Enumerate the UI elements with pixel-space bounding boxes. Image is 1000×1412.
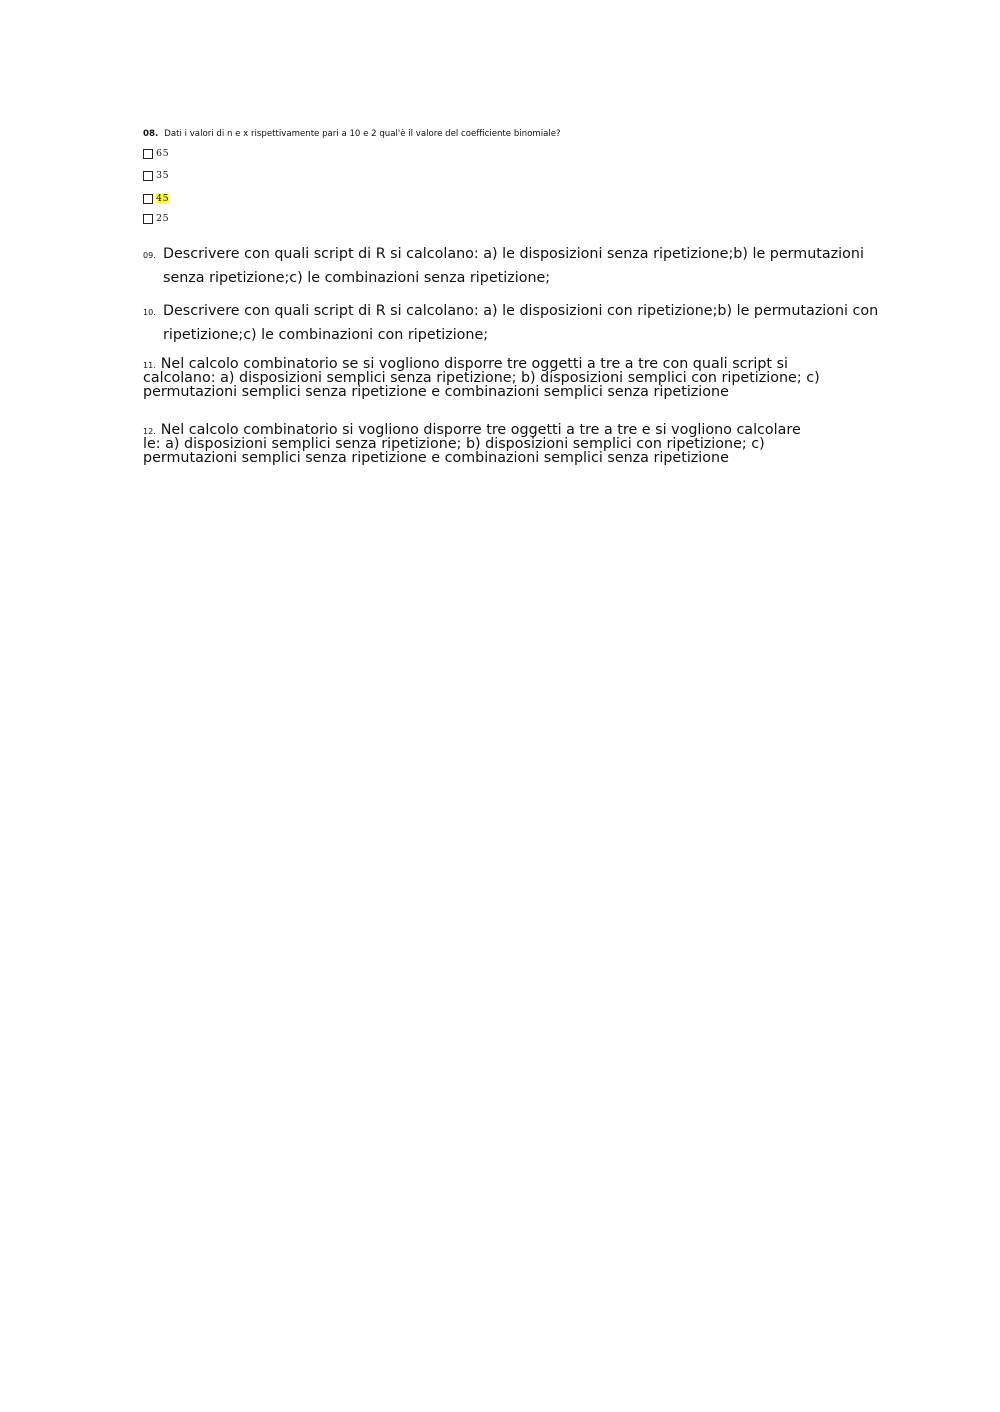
answer-label: 25	[156, 213, 170, 224]
question-text: Descrivere con quali script di R si calcolano: a) le disposizioni con ripetizione;b) le permutazioni con ripetizione;c) le combinazioni con ripetizione;	[163, 303, 879, 343]
question-text: Nel calcolo combinatorio si vogliono disporre tre oggetti a tre a tre e si vogliono calcolare le: a) disposizioni semplici senza ripetizione; b) disposizioni semplici con ripetizione; c) permutazioni semplici senza ripetizione e combinazioni semplici senza ripetizione	[143, 422, 801, 466]
question-11	[143, 358, 823, 399]
question-text: Descrivere con quali script di R si calcolano: a) le disposizioni senza ripetizione;b) le permutazioni senza ripetizione;c) le combinazioni senza ripetizione;	[163, 246, 864, 286]
question-number: 12.	[143, 427, 156, 436]
answer-label: 35	[156, 170, 170, 181]
question-number: 08.	[143, 129, 159, 139]
checkbox[interactable]	[143, 194, 153, 204]
question-09	[143, 243, 888, 290]
checkbox[interactable]	[143, 171, 153, 181]
question-text: Nel calcolo combinatorio se si vogliono disporre tre oggetti a tre a tre con quali script si calcolano: a) disposizioni semplici senza ripetizione; b) disposizioni semplici con ripetizione; c) permutazioni semplici senza ripetizione e combinazioni semplici senza ripetizione	[143, 356, 820, 400]
answer-label: 65	[156, 148, 170, 159]
answer-option-2[interactable]	[143, 169, 169, 182]
answer-label-highlighted: 45	[156, 193, 170, 204]
answer-option-1[interactable]	[143, 147, 169, 160]
checkbox[interactable]	[143, 149, 153, 159]
question-text: Dati i valori di n e x rispettivamente pari a 10 e 2 qual'è il valore del coefficiente binomiale?	[164, 129, 561, 139]
question-12	[143, 424, 808, 465]
question-number: 10.	[143, 308, 156, 317]
answer-option-3[interactable]	[143, 192, 169, 205]
question-number: 11.	[143, 361, 156, 370]
checkbox[interactable]	[143, 214, 153, 224]
answer-option-4[interactable]	[143, 212, 169, 225]
question-08	[143, 128, 561, 140]
question-number: 09.	[143, 251, 156, 260]
question-10	[143, 300, 888, 347]
